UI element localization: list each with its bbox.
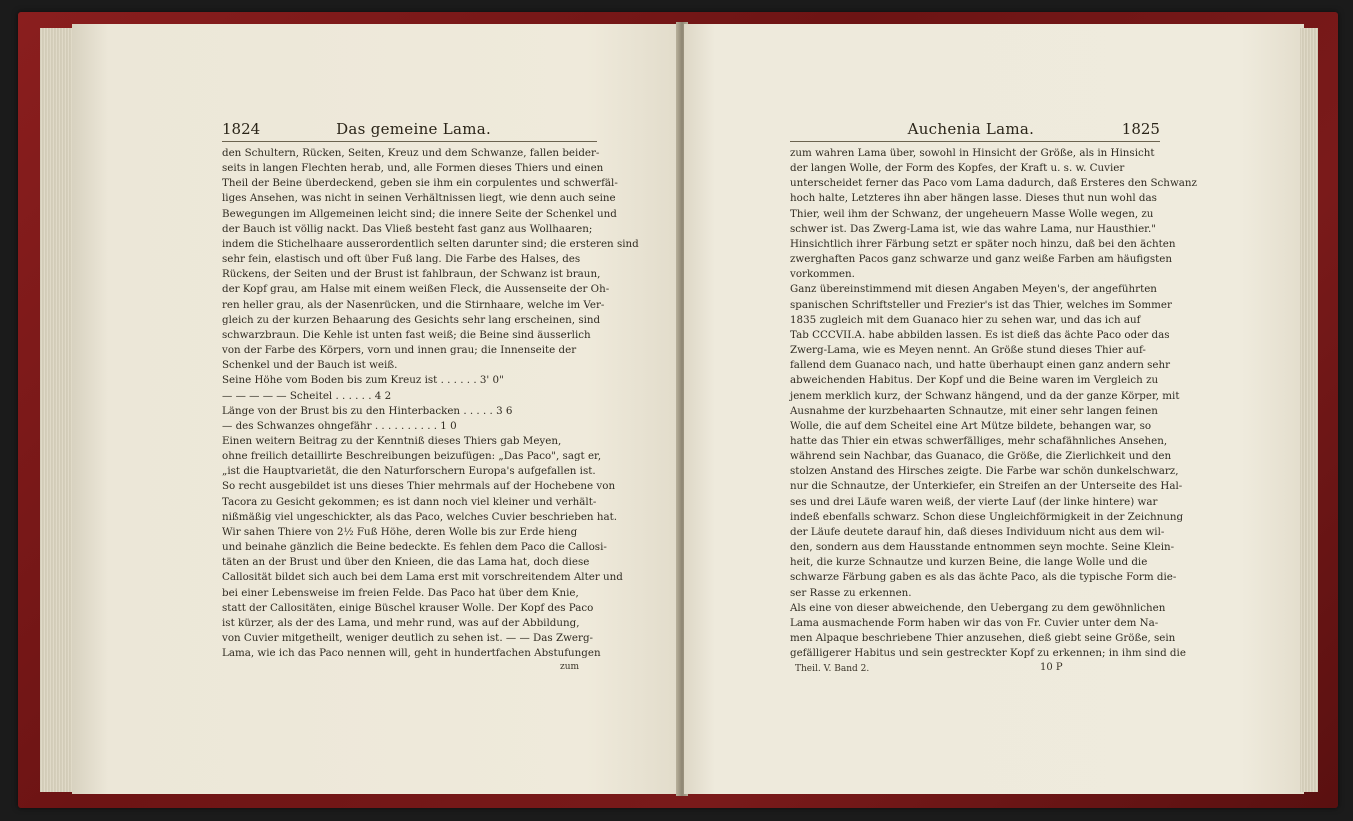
text-line: Hinsichtlich ihrer Färbung setzt er später noch hinzu, daß bei den ächten [790,237,1176,250]
text-line: Seine Höhe vom Boden bis zum Kreuz ist . . . . . . 3' 0" [222,374,504,387]
text-line: — — — — — Scheitel . . . . . . 4 2 [222,389,392,402]
text-line: während sein Nachbar, das Guanaco, die Größe, die Zierlichkeit und den [790,450,1172,463]
text-line: nur die Schnautze, der Unterkiefer, ein Streifen an der Unterseite des Hal- [790,480,1183,493]
text-line: der Läufe deutete darauf hin, daß dieses Individuum nicht aus dem wil- [790,525,1165,538]
text-line: Ganz übereinstimmend mit diesen Angaben Meyen's, der angeführten [790,283,1157,296]
text-line: von Cuvier mitgetheilt, weniger deutlich zu sehen ist. — — Das Zwerg- [222,632,594,644]
text-line: spanischen Schriftsteller und Frezier's ist das Thier, welches im Sommer [790,298,1172,311]
text-line: der langen Wolle, der Form des Kopfes, der Kraft u. s. w. Cuvier [790,162,1125,175]
text-line: der Bauch ist völlig nackt. Das Vließ besteht fast ganz aus Wollhaaren; [222,222,593,235]
text-line: schwarze Färbung gaben es als das ächte Paco, als die typische Form die- [790,571,1177,584]
text-line: statt der Callositäten, einige Büschel krauser Wolle. Der Kopf des Paco [222,601,594,614]
text-line: zwerghaften Pacos ganz schwarze und ganz weiße Farben am häufigsten [790,253,1173,266]
text-line: ohne freilich detaillirte Beschreibungen beizufügen: „Das Paco", sagt er, [222,450,602,463]
text-line: Einen weitern Beitrag zu der Kenntniß dieses Thiers gab Meyen, [222,434,562,447]
text-line: seits in langen Flechten herab, und, alle Formen dieses Thiers und einen [222,162,604,175]
text-line: Lama, wie ich das Paco nennen will, geht in hundertfachen Abstufungen [222,647,601,660]
page-edges-right [1300,28,1318,792]
text-line: men Alpaque beschriebene Thier anzusehen, dieß giebt seine Größe, sein [790,632,1176,644]
text-line: Tab CCCVII.A. habe abbilden lassen. Es ist dieß das ächte Paco oder das [790,328,1170,341]
text-line: Callosität bildet sich auch bei dem Lama erst mit vorschreitendem Alter und [222,571,623,584]
text-line: So recht ausgebildet ist uns dieses Thier mehrmals auf der Hochebene von [222,480,616,493]
text-line: „ist die Hauptvarietät, die den Naturforschern Europa's aufgefallen ist. [222,465,596,478]
text-line: Zwerg-Lama, wie es Meyen nennt. An Größe stund dieses Thier auf- [790,344,1146,357]
text-line: täten an der Brust und über den Knieen, die das Lama hat, doch diese [222,556,590,569]
text-line: der Kopf grau, am Halse mit einem weißen Fleck, die Aussenseite der Oh- [222,283,610,296]
text-line: Länge von der Brust bis zu den Hinterbacken . . . . . 3 6 [222,404,513,417]
text-line: fallend dem Guanaco nach, und hatte überhaupt einen ganz andern sehr [790,359,1171,372]
text-line: gleich zu der kurzen Behaarung des Gesichts sehr lang erscheinen, sind [222,313,601,326]
text-line: Thier, weil ihm der Schwanz, der ungeheuern Masse Wolle wegen, zu [790,207,1154,220]
text-line: Schenkel und der Bauch ist weiß. [222,359,398,372]
text-line: Als eine von dieser abweichende, den Uebergang zu dem gewöhnlichen [790,601,1166,614]
text-line: liges Ansehen, was nicht in seinen Verhältnissen liegt, wie denn auch seine [222,192,616,205]
text-line: Lama ausmachende Form haben wir das von Fr. Cuvier unter dem Na- [790,616,1159,629]
text-line: den Schultern, Rücken, Seiten, Kreuz und dem Schwanze, fallen beider- [222,147,600,159]
right-running-title: Auchenia Lama. [907,120,1035,138]
text-line: Theil der Beine überdeckend, geben sie ihm ein corpulentes und schwerfäl- [222,177,618,190]
text-line: abweichenden Habitus. Der Kopf und die Beine waren im Vergleich zu [790,374,1159,387]
left-catchword: zum [560,662,580,672]
text-line: ses und drei Läufe waren weiß, der vierte Lauf (der linke hintere) war [790,495,1158,508]
left-header-rule [222,141,597,142]
text-line: stolzen Anstand des Hirsches zeigte. Die Farbe war schön dunkelschwarz, [790,465,1179,478]
text-line: heit, die kurze Schnautze und kurzen Beine, die lange Wolle und die [790,556,1148,569]
text-line: Bewegungen im Allgemeinen leicht sind; die innere Seite der Schenkel und [222,207,617,220]
text-line: schwarzbraun. Die Kehle ist unten fast weiß; die Beine sind äusserlich [222,328,591,341]
left-page-header [222,120,597,138]
text-line: sehr fein, elastisch und oft über Fuß lang. Die Farbe des Halses, des [222,253,581,266]
text-line: von der Farbe des Körpers, vorn und innen grau; die Innenseite der [222,344,577,357]
text-line: nißmäßig viel ungeschickter, als das Paco, welches Cuvier beschrieben hat. [222,510,618,523]
text-line: Rückens, der Seiten und der Brust ist fahlbraun, der Schwanz ist braun, [222,268,601,281]
text-line: hatte das Thier ein etwas schwerfälliges, mehr schafähnliches Ansehen, [790,434,1168,447]
text-line: und beinahe gänzlich die Beine bedeckte. Es fehlen dem Paco die Callosi- [222,541,607,554]
signature-mark: Theil. V. Band 2. [795,664,870,674]
text-line: Wolle, die auf dem Scheitel eine Art Mütze bildete, behangen war, so [790,419,1152,432]
page-edges-left [40,28,74,792]
text-line: indeß ebenfalls schwarz. Schon diese Ungleichförmigkeit in der Zeichnung [790,510,1184,523]
text-line: bei einer Lebensweise im freien Felde. Das Paco hat über dem Knie, [222,586,579,599]
text-line: vorkommen. [790,268,855,281]
text-line: ist kürzer, als der des Lama, und mehr rund, was auf der Abbildung, [222,616,580,629]
right-header-rule [790,141,1160,142]
left-page-number: 1824 [222,120,261,138]
text-line: unterscheidet ferner das Paco vom Lama dadurch, daß Ersteres den Schwanz [790,177,1197,190]
text-line: den, sondern aus dem Hausstande entnommen seyn mochte. Seine Klein- [790,541,1175,554]
text-line: ser Rasse zu erkennen. [790,586,912,599]
text-line: Wir sahen Thiere von 2½ Fuß Höhe, deren Wolle bis zur Erde hieng [222,525,578,538]
text-line: indem die Stichelhaare ausserordentlich selten darunter sind; die ersteren sind [222,237,639,250]
text-line: — des Schwanzes ohngefähr . . . . . . . . . . 1 0 [222,419,457,432]
text-line: gefälligerer Habitus und sein gestreckter Kopf zu erkennen; in ihm sind die [790,647,1186,660]
text-line: Ausnahme der kurzbehaarten Schnautze, mit einer sehr langen feinen [790,404,1158,417]
text-line: jenem merklich kurz, der Schwanz hängend, und da der ganze Körper, mit [790,389,1180,402]
text-line: zum wahren Lama über, sowohl in Hinsicht der Größe, als in Hinsicht [790,147,1155,159]
left-page-text [222,146,639,661]
gathering-mark: 10 P [1040,662,1063,673]
left-running-title: Das gemeine Lama. [336,120,492,138]
text-line: Tacora zu Gesicht gekommen; es ist dann noch viel kleiner und verhält- [222,495,597,508]
text-line: ren heller grau, als der Nasenrücken, und die Stirnhaare, welche im Ver- [222,298,605,311]
text-line: hoch halte, Letzteres ihn aber hängen lasse. Dieses thut nun wohl das [790,192,1157,205]
right-page-text [790,146,1197,661]
text-line: schwer ist. Das Zwerg-Lama ist, wie das wahre Lama, nur Hausthier." [790,222,1156,235]
right-page-number: 1825 [1121,120,1160,138]
right-page-header [790,120,1160,138]
text-line: 1835 zugleich mit dem Guanaco hier zu sehen war, und das ich auf [790,313,1141,326]
